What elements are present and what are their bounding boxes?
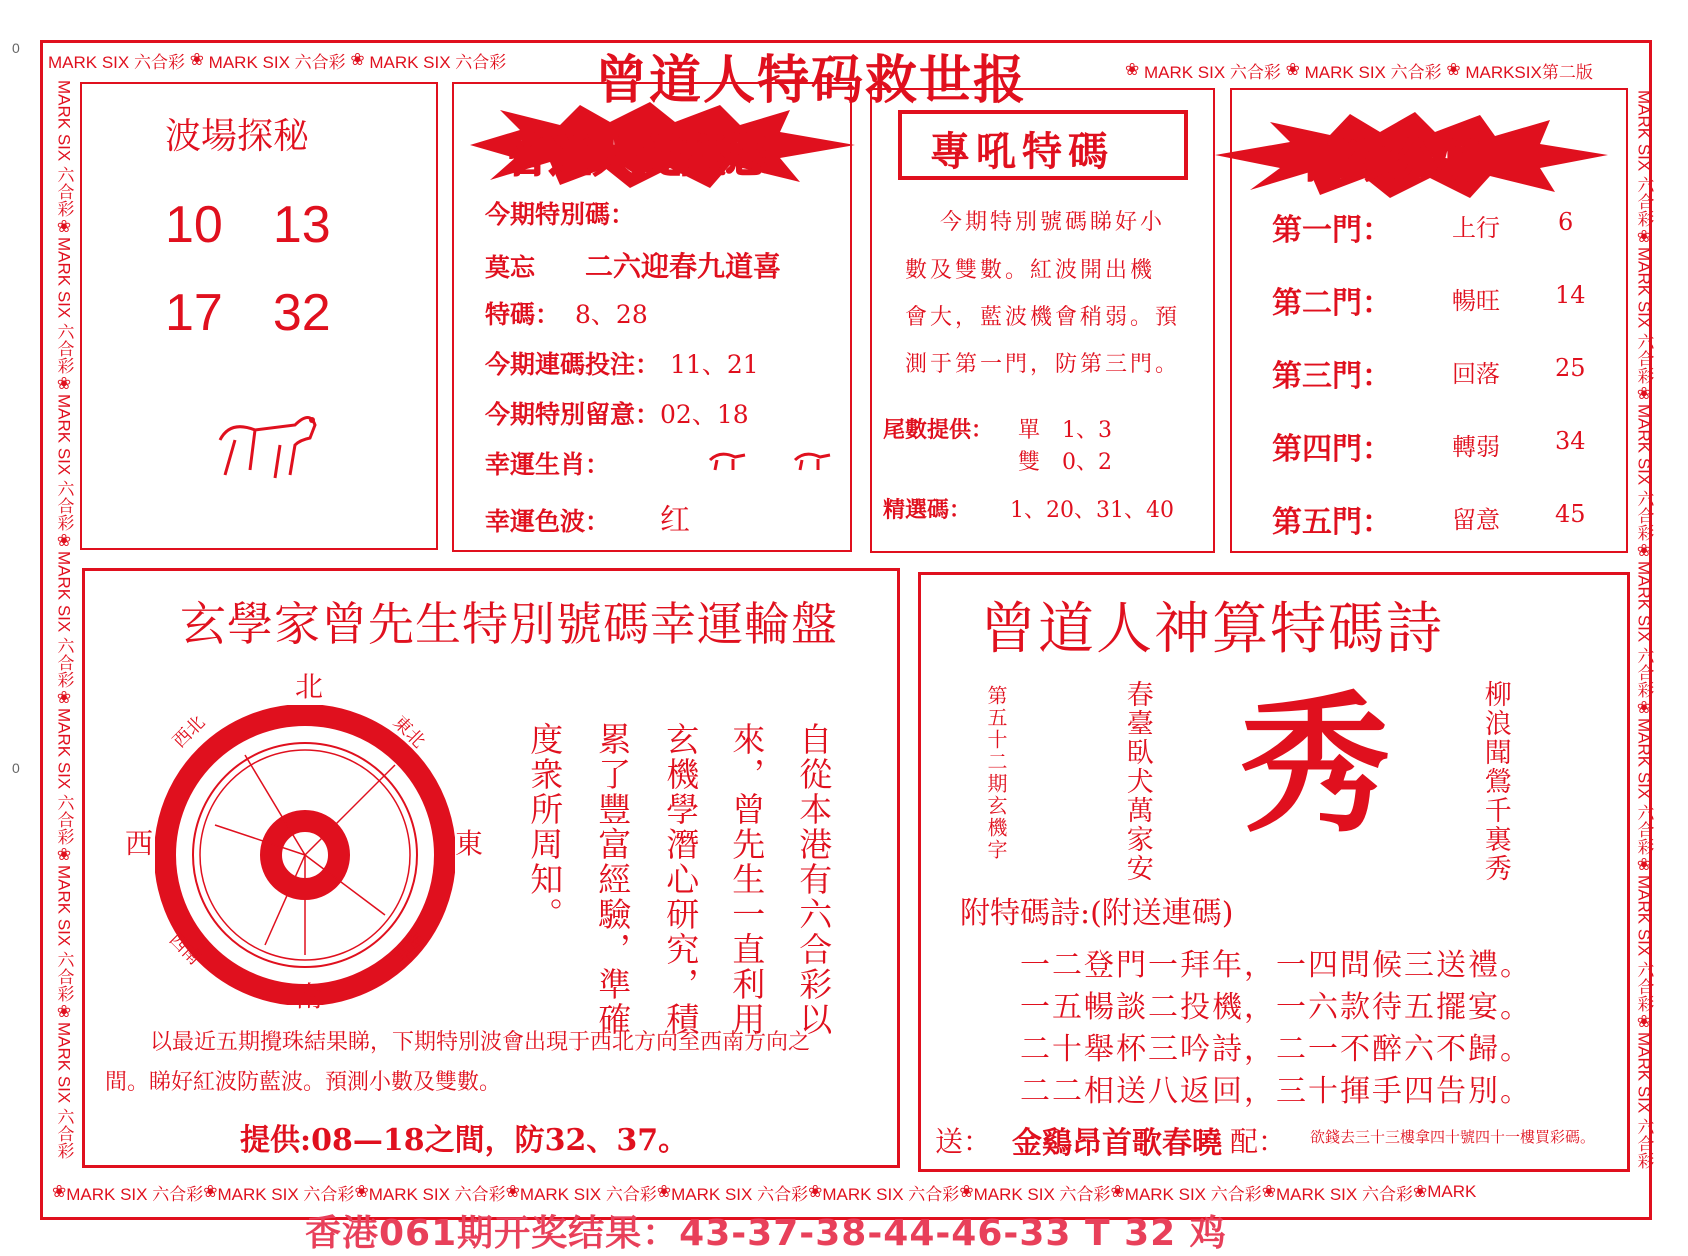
dir-north: 北 <box>295 670 324 703</box>
menlei-door: 第四門： <box>1272 432 1392 467</box>
border-segment: MARK SIX 六合彩 <box>1276 1184 1413 1204</box>
border-segment: MARK SIX 六合彩 <box>1143 62 1281 82</box>
border-segment: MARK SIX 六合彩 <box>54 864 74 1002</box>
margin-mark-middle: 0 <box>12 760 20 776</box>
tixing-label: 幸運色波： <box>485 507 611 536</box>
border-segment: MARK SIX 六合彩 <box>54 707 74 845</box>
border-segment-alt: MARKSIX第二版 <box>1465 62 1593 82</box>
zhuanhou-tail-double: 雙 0、2 <box>1018 450 1112 475</box>
poem-big-char: 秀 <box>1240 677 1391 853</box>
border-segment: MARK SIX 六合彩 <box>369 52 507 72</box>
menlei-num: 34 <box>1555 427 1586 455</box>
menlei-num: 45 <box>1555 500 1586 528</box>
poem-pair-label: 配： <box>1230 1125 1287 1158</box>
border-segment: MARK SIX 六合彩 <box>208 52 346 72</box>
menlei-door: 第三門： <box>1272 359 1392 394</box>
menlei-door: 第二門： <box>1272 286 1392 321</box>
bochang-num: 13 <box>272 196 331 254</box>
border-segment: MARK SIX 六合彩 <box>1634 1031 1654 1169</box>
wheel-title: 玄學家曾先生特別號碼幸運輪盤 <box>180 597 838 651</box>
border-segment: MARK SIX 六合彩 <box>671 1184 809 1204</box>
zhuanhou-pick-value: 1、20、31、40 <box>1010 498 1174 523</box>
menlei-door: 第五門： <box>1272 505 1392 540</box>
bochang-num: 17 <box>165 284 223 342</box>
margin-mark-top: 0 <box>12 40 20 56</box>
dir-northwest: 西北 <box>168 711 210 753</box>
wheel-vertical-col: 自從本港有六合彩以 <box>794 722 834 1037</box>
tixing-label: 幸運生肖： <box>485 450 611 479</box>
zhuanhou-para-line: 數及雙數。紅波開出機 <box>905 258 1156 283</box>
poem-send-label: 送： <box>935 1125 992 1158</box>
tixing-label: 今期特別留意： <box>485 400 661 429</box>
border-segment: MARK SIX 六合彩 <box>1634 560 1654 698</box>
bochang-row1 <box>165 195 331 255</box>
menlei-num: 6 <box>1558 208 1574 236</box>
tixing-value: 红 <box>660 503 691 538</box>
tixing-line <box>485 495 690 539</box>
wheel-vertical-col: 度衆所周知。 <box>525 722 565 932</box>
tixing-value: 二六迎春九道喜 <box>585 250 782 283</box>
bochang-num: 32 <box>272 284 331 342</box>
border-segment: MARK SIX 六合彩 <box>368 1184 506 1204</box>
border-strip-top-right: ❀ MARK SIX 六合彩 ❀ MARK SIX 六合彩 ❀ MARKSIX第二版 <box>1125 56 1645 84</box>
tixing-line <box>485 195 635 231</box>
tixing-line <box>485 445 610 481</box>
wheel-vertical-col: 玄機學潛心研究，積 <box>661 722 701 1037</box>
tixing-value: 11、21 <box>670 350 759 379</box>
zhuanhou-title: 專吼特碼 <box>930 128 1114 175</box>
menlei-desc: 留意 <box>1452 506 1500 534</box>
wheel-vertical-col: 來，曾先生一直利用 <box>727 722 767 1037</box>
menlei-num: 14 <box>1555 281 1586 309</box>
tixing-value: 8、28 <box>575 300 648 329</box>
menlei-title: 門類分析 <box>1305 136 1481 187</box>
page-title: 曾道人特码救世报 <box>595 50 1028 111</box>
border-segment: MARK SIX 六合彩 <box>1634 90 1654 227</box>
tixing-label: 特碼： <box>485 300 561 329</box>
menlei-door: 第一門： <box>1272 213 1392 248</box>
poem-send-value: 金鷄昂首歌春曉 <box>1012 1126 1222 1161</box>
dir-southeast: 東南 <box>390 928 432 970</box>
tixing-line <box>485 345 759 381</box>
dog-illustration <box>200 400 330 490</box>
poem-line: 一五暢談二投機，一六款待五擺宴。 <box>1020 990 1532 1025</box>
tixing-label: 今期特別碼： <box>485 200 636 229</box>
poem-side-label: 第五十二期玄機字 <box>984 685 1008 861</box>
border-segment: MARK SIX 六合彩 <box>519 1184 657 1204</box>
border-segment: MARK SIX 六合彩 <box>822 1184 960 1204</box>
tixing-value: 02、18 <box>660 400 749 429</box>
border-strip-bottom: ❀ MARK SIX 六合彩 ❀ MARK SIX 六合彩 ❀ MARK SIX 六合彩 ❀ MARK SIX 六合彩 ❀ MARK SIX 六合彩 ❀ MARK SIX 六合彩 ❀ MARK SIX 六合彩 ❀ MARK SIX 六合彩 ❀ MARK SIX 六合彩 ❀ MARK <box>52 1178 1642 1206</box>
poem-col: 春臺臥犬萬家安 <box>1121 680 1153 883</box>
zhuanhou-para-line: 今期特別號碼睇好小 <box>940 210 1166 235</box>
border-strip-top-left: MARK SIX 六合彩 ❀ MARK SIX 六合彩 ❀ MARK SIX 六合彩 <box>48 46 588 74</box>
wheel-provide: 提供:08—18之間，防32、37。 <box>240 1123 689 1158</box>
tixing-title: 曾道人提醒您 <box>505 131 769 182</box>
tixing-label: 莫忘 <box>485 253 536 282</box>
border-segment: MARK SIX 六合彩 <box>54 1021 74 1159</box>
poem-title: 曾道人神算特碼詩 <box>980 597 1444 662</box>
border-segment-end: MARK <box>1427 1182 1477 1201</box>
border-segment: MARK SIX 六合彩 <box>54 80 74 217</box>
border-segment: MARK SIX 六合彩 <box>973 1184 1111 1204</box>
bochang-num: 10 <box>165 196 223 254</box>
tixing-line <box>485 395 749 431</box>
border-segment: MARK SIX 六合彩 <box>1124 1184 1262 1204</box>
poem-line: 一二登門一拜年，一四問候三送禮。 <box>1020 948 1532 983</box>
bochang-row2 <box>165 283 331 343</box>
tixing-line <box>485 245 781 285</box>
menlei-desc: 上行 <box>1452 214 1500 242</box>
tixing-label: 今期連碼投注： <box>485 350 661 379</box>
dir-northeast: 東北 <box>388 711 430 753</box>
border-segment: MARK SIX 六合彩 <box>54 393 74 531</box>
border-segment: MARK SIX 六合彩 <box>54 550 74 688</box>
border-segment: MARK SIX 六合彩 <box>1634 717 1654 855</box>
border-segment: MARK SIX 六合彩 <box>48 52 185 72</box>
border-segment: MARK SIX 六合彩 <box>54 236 74 374</box>
zhuanhou-para-line: 測于第一門，防第三門。 <box>905 352 1181 377</box>
menlei-desc: 回落 <box>1452 360 1500 388</box>
menlei-num: 25 <box>1555 354 1586 382</box>
wheel-vertical-col: 累了豐富經驗，準確 <box>593 722 633 1037</box>
border-strip-left: MARK SIX 六合彩 ❀ MARK SIX 六合彩 ❀ MARK SIX 六合彩 ❀ MARK SIX 六合彩 ❀ MARK SIX 六合彩 ❀ MARK SIX 六合彩 ❀ MARK SIX 六合彩 <box>50 80 78 1170</box>
zodiac-animals-icon <box>705 445 845 475</box>
poem-col: 柳浪聞鶯千裏秀 <box>1479 680 1511 883</box>
zhuanhou-para-line: 會大，藍波機會稍弱。預 <box>905 305 1181 330</box>
dir-southwest: 西南 <box>164 928 206 970</box>
menlei-desc: 暢旺 <box>1452 287 1500 315</box>
border-segment: MARK SIX 六合彩 <box>1634 403 1654 541</box>
zhuanhou-pick-label: 精選碼： <box>883 497 972 523</box>
border-segment: MARK SIX 六合彩 <box>217 1184 355 1204</box>
bochang-title: 波場探秘 <box>165 116 310 157</box>
zhuanhou-tail-label: 尾數提供： <box>883 417 994 443</box>
dir-east: 東 <box>455 827 484 860</box>
menlei-desc: 轉弱 <box>1452 433 1500 461</box>
border-strip-right: MARK SIX 六合彩 ❀ MARK SIX 六合彩 ❀ MARK SIX 六合彩 ❀ MARK SIX 六合彩 ❀ MARK SIX 六合彩 ❀ MARK SIX 六合彩 ❀ MARK SIX 六合彩 <box>1630 90 1658 1170</box>
dir-south: 南 <box>295 980 324 1013</box>
wheel-para-1: 以最近五期攪珠結果睇，下期特別波會出現于西北方向至西南方向之 <box>150 1030 811 1055</box>
poem-pair-value: 欲錢去三十三樓拿四十號四十一樓買彩碼。 <box>1310 1128 1596 1146</box>
border-segment: MARK SIX 六合彩 <box>1304 62 1442 82</box>
poem-line: 二二相送八返回，三十揮手四告別。 <box>1020 1074 1532 1109</box>
tixing-line <box>485 295 648 331</box>
zhuanhou-tail-single: 單 1、3 <box>1018 418 1112 443</box>
draw-result-footer: 香港061期开奖结果：43-37-38-44-46-33 T 32 鸡 <box>305 1213 1227 1254</box>
dir-west: 西 <box>125 827 154 860</box>
poem-subtitle: 附特碼詩:(附送連碼) <box>960 896 1234 931</box>
border-segment: MARK SIX 六合彩 <box>66 1184 204 1204</box>
border-segment: MARK SIX 六合彩 <box>1634 246 1654 384</box>
wheel-para-2: 間。睇好紅波防藍波。預測小數及雙數。 <box>105 1070 502 1095</box>
poem-line: 二十舉杯三吟詩，二一不醉六不歸。 <box>1020 1032 1532 1067</box>
border-segment: MARK SIX 六合彩 <box>1634 874 1654 1012</box>
